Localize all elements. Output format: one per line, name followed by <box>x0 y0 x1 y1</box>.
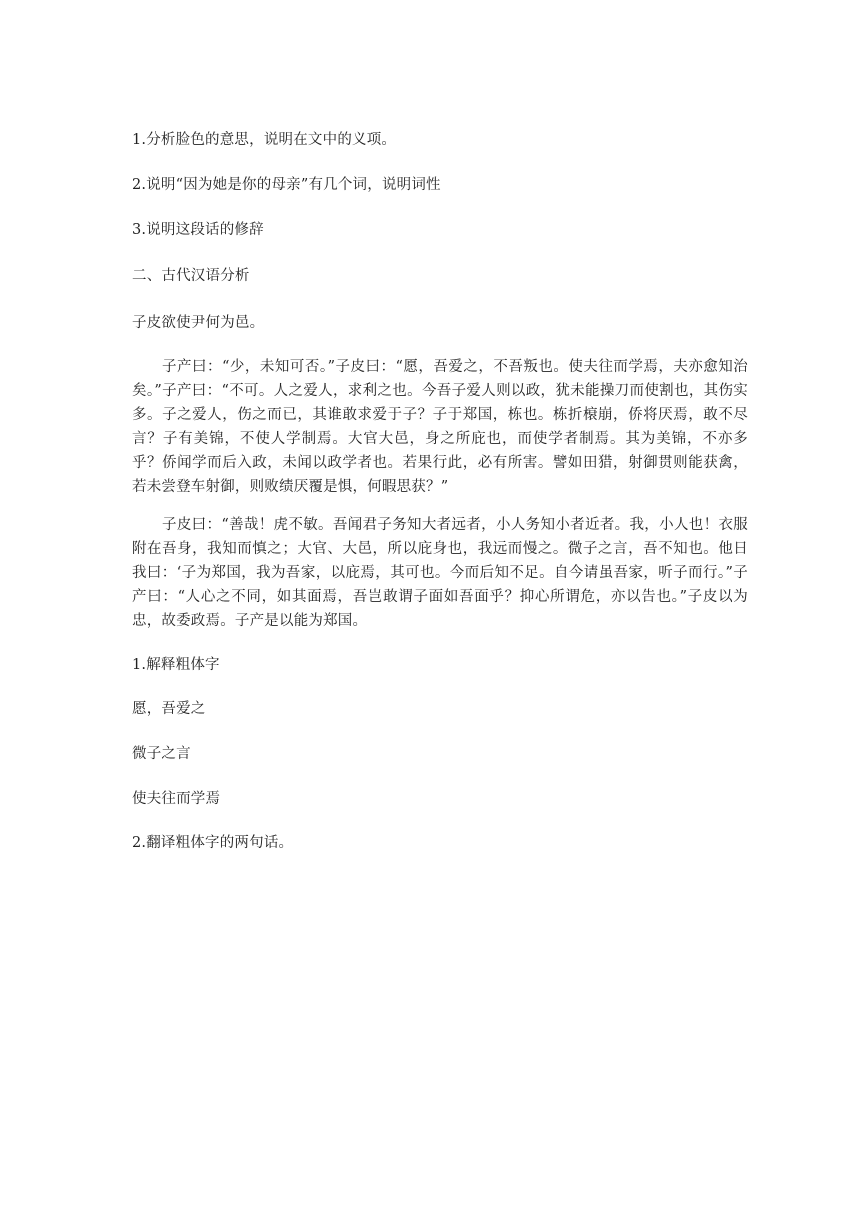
question-3: 3.说明这段话的修辞 <box>132 222 264 238</box>
phrase-1: 愿，吾爱之 <box>132 701 206 717</box>
section-heading: 二、古代汉语分析 <box>132 268 250 284</box>
passage-intro: 子皮欲使尹何为邑。 <box>132 315 265 331</box>
question-1: 1.分析脸色的意思，说明在文中的义项。 <box>132 132 397 148</box>
question-5: 2.翻译粗体字的两句话。 <box>132 835 294 851</box>
question-2: 2.说明“因为她是你的母亲”有几个词，说明词性 <box>132 177 441 193</box>
phrase-3: 使夫往而学焉 <box>132 791 221 807</box>
phrase-2: 微子之言 <box>132 746 191 762</box>
passage-paragraph-2: 子皮曰：“善哉！虎不敏。吾闻君子务知大者远者，小人务知小者近者。我，小人也！衣服附在吾身，我知而慎之；大官、大邑，所以庇身也，我远而慢之。微子之言，吾不知也。他日我曰：‘子为郑国，我为吾家，以庇焉，其可也。今而后知不足。自今请虽吾家，听子而行。”子产曰：“人心之不同，如其面焉，吾岂敢谓子面如吾面乎？抑心所谓危，亦以告也。”子皮以为忠，故委政焉。子产是以能为郑国。 <box>132 517 748 629</box>
question-4: 1.解释粗体字 <box>132 657 220 673</box>
passage-paragraph-1: 子产曰：“少，未知可否。”子皮曰：“愿，吾爱之，不吾叛也。使夫往而学焉，夫亦愈知治矣。”子产曰：“不可。人之爱人，求利之也。今吾子爱人则以政，犹未能操刀而使割也，其伤实多。子之爱人，伤之而已，其谁敢求爱于子？子于郑国，栋也。栋折榱崩，侨将厌焉，敢不尽言？子有美锦，不使人学制焉。大官大邑，身之所庇也，而使学者制焉。其为美锦，不亦多乎？侨闻学而后入政，未闻以政学者也。若果行此，必有所害。譬如田猎，射御贯则能获禽，若未尝登车射御，则败绩厌覆是惧，何暇思获？” <box>132 359 748 495</box>
